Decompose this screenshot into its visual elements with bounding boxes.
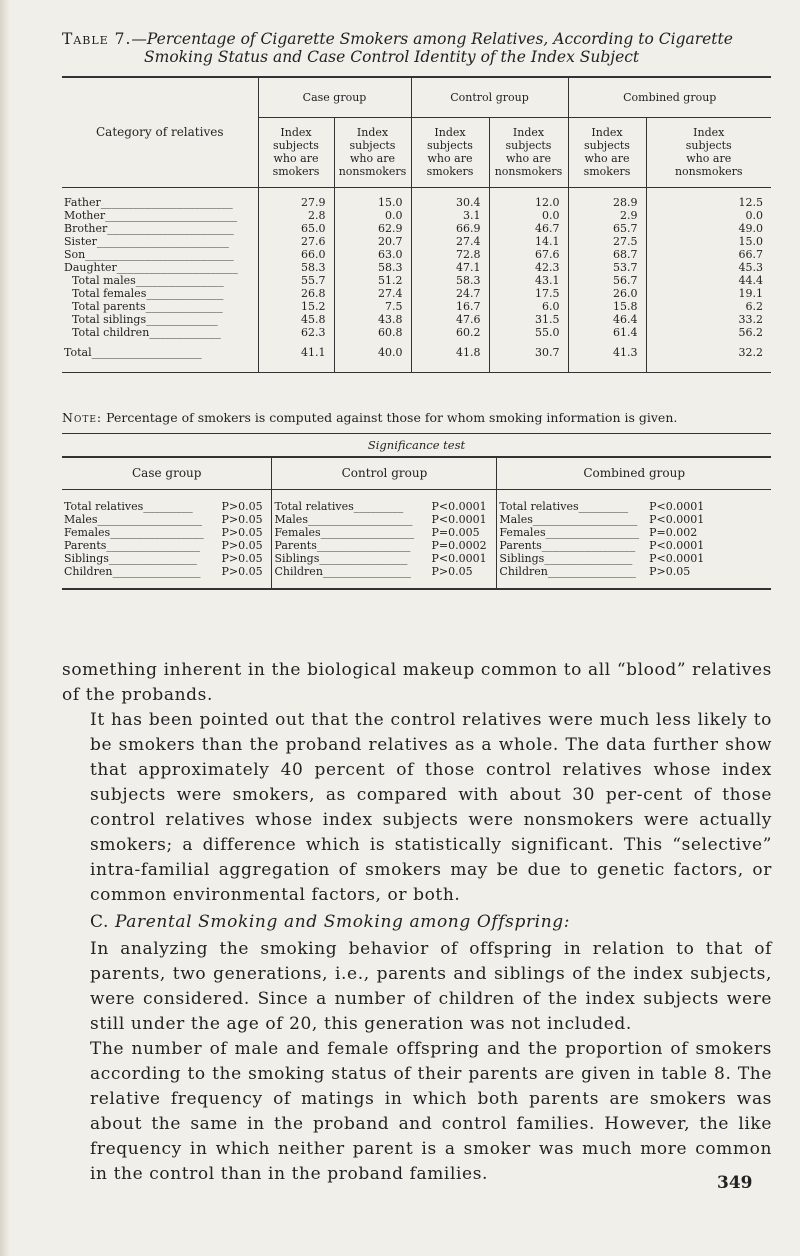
table-cell: 24.7 — [411, 287, 489, 300]
table-cell: 0.0 — [646, 209, 771, 222]
table-cell: 68.7 — [568, 248, 646, 261]
case-group-header: Case group — [258, 77, 411, 117]
leader-dots: ___________________ — [97, 512, 202, 526]
table-cell: 72.8 — [411, 248, 489, 261]
table-cell: 62.3 — [258, 326, 334, 339]
sig-label — [62, 539, 212, 552]
sig-value: P<0.0001 — [649, 512, 705, 526]
table-cell: 66.9 — [411, 222, 489, 235]
sig-combined-header: Combined group — [497, 457, 771, 489]
sig-label-text: Siblings — [64, 551, 109, 565]
leader-dots: ______________________ — [116, 260, 238, 274]
leader-dots: ________________________ — [100, 195, 233, 209]
row-label-text: Mother — [64, 208, 106, 222]
sig-label-text: Females — [274, 525, 321, 539]
sig-row — [62, 552, 771, 565]
row-label — [62, 326, 258, 339]
row-label — [62, 248, 258, 261]
sub-header-word: nonsmokers — [494, 165, 563, 178]
sig-label — [62, 552, 212, 565]
sig-label-text: Children — [499, 564, 548, 578]
table-cell: 28.9 — [568, 187, 646, 209]
sig-label — [497, 526, 639, 539]
sig-row — [62, 489, 771, 513]
sig-value: P<0.0001 — [431, 499, 487, 513]
sub-header-word: subjects — [273, 139, 319, 152]
paragraph-3: In analyzing the smoking behavior of offspring in relation to that of parents, two generations, i.e., parents and siblings of the index subjects, were considered. Since a number of children of the index subjects were still under the age of 20, this generation was not included. — [90, 939, 772, 1034]
table-cell: 30.4 — [411, 187, 489, 209]
table-cell: 60.8 — [334, 326, 411, 339]
table-row — [62, 287, 771, 300]
leader-dots: _________ — [143, 499, 193, 513]
table-cell: 20.7 — [334, 235, 411, 248]
table-row — [62, 248, 771, 261]
significance-table — [62, 456, 771, 590]
table-cell: 0.0 — [489, 209, 568, 222]
row-label-text: Total children — [72, 325, 150, 339]
table-cell: 2.9 — [568, 209, 646, 222]
index-subject-header — [334, 117, 411, 187]
index-subject-header — [411, 117, 489, 187]
sub-header-word: subjects — [427, 139, 473, 152]
table-cell: 43.8 — [334, 313, 411, 326]
section-letter: C. — [90, 912, 110, 932]
total-cell: 40.0 — [334, 339, 411, 373]
row-label — [62, 313, 258, 326]
sub-header-word: who are — [427, 152, 473, 165]
sub-header-word: who are — [584, 152, 630, 165]
paragraph-1: something inherent in the biological makeup common to all “blood” relatives of the probands. — [62, 660, 772, 705]
table-cell: 66.7 — [646, 248, 771, 261]
sub-header-word: who are — [686, 152, 732, 165]
page-edge-shadow — [0, 0, 10, 1256]
row-label — [62, 222, 258, 235]
note-label: Note: — [62, 410, 103, 425]
row-label-text: Total females — [72, 286, 147, 300]
table-row — [62, 274, 771, 287]
table-cell: 62.9 — [334, 222, 411, 235]
sig-label-text: Parents — [499, 538, 542, 552]
sig-label-text: Total relatives — [274, 499, 354, 513]
leader-dots: ________________________ — [105, 208, 238, 222]
sig-value: P>0.05 — [639, 565, 771, 589]
sub-header-word: Index — [693, 126, 725, 139]
sig-row — [62, 565, 771, 589]
sig-value: P<0.0001 — [649, 538, 705, 552]
table-cell: 60.2 — [411, 326, 489, 339]
leader-dots: ________________ — [322, 564, 411, 578]
table-row — [62, 326, 771, 339]
leader-dots: ___________________ — [532, 512, 638, 526]
caption-title-line2: Smoking Status and Case Control Identity of the Index Subject — [144, 48, 640, 66]
sig-row — [62, 526, 771, 539]
total-cell: 41.1 — [258, 339, 334, 373]
table-cell: 66.0 — [258, 248, 334, 261]
row-label — [62, 209, 258, 222]
leader-dots: _________ — [353, 499, 404, 513]
sub-header-word: nonsmokers — [674, 165, 743, 178]
caption-label: Table 7. — [62, 30, 132, 48]
page-number: 349 — [717, 1173, 753, 1193]
sig-row — [62, 539, 771, 552]
sub-header-word: smokers — [272, 165, 320, 178]
sig-value: P>0.05 — [221, 512, 263, 526]
sig-value: P>0.05 — [221, 551, 263, 565]
table-cell: 3.1 — [411, 209, 489, 222]
table-cell: 56.7 — [568, 274, 646, 287]
sig-label — [62, 489, 212, 513]
leader-dots: _______________________ — [107, 221, 234, 235]
leader-dots: _________________ — [541, 538, 636, 552]
table-caption — [62, 30, 762, 66]
table-cell: 45.3 — [646, 261, 771, 274]
row-label-text: Total siblings — [72, 312, 147, 326]
table-row — [62, 300, 771, 313]
sub-header-word: Index — [280, 126, 312, 139]
sig-value: P<0.0001 — [431, 512, 487, 526]
total-cell: 41.8 — [411, 339, 489, 373]
table-cell: 42.3 — [489, 261, 568, 274]
caption-title-line1: —Percentage of Cigarette Smokers among Relatives, According to Cigarette — [131, 30, 733, 48]
leader-dots: ___________________ — [307, 512, 413, 526]
table-row — [62, 222, 771, 235]
sig-label-text: Total relatives — [499, 499, 579, 513]
table-cell: 53.7 — [568, 261, 646, 274]
table-cell: 27.9 — [258, 187, 334, 209]
total-cell: 30.7 — [489, 339, 568, 373]
sig-label-text: Children — [274, 564, 323, 578]
table-cell: 65.7 — [568, 222, 646, 235]
leader-dots: _____________ — [149, 325, 221, 339]
table-cell: 6.2 — [646, 300, 771, 313]
table-cell: 67.6 — [489, 248, 568, 261]
sig-value: P=0.002 — [649, 525, 698, 539]
sig-value: P>0.05 — [221, 525, 263, 539]
table-cell: 47.6 — [411, 313, 489, 326]
row-label-text: Father — [64, 195, 101, 209]
leader-dots: _________________ — [110, 525, 204, 539]
table-cell: 12.5 — [646, 187, 771, 209]
leader-dots: ______________ — [146, 286, 224, 300]
table-cell: 51.2 — [334, 274, 411, 287]
sub-header-word: nonsmokers — [338, 165, 407, 178]
note-text: Percentage of smokers is computed against those for whom smoking information is given. — [106, 410, 678, 425]
table-row — [62, 261, 771, 274]
paragraph-2: It has been pointed out that the control relatives were much less likely to be smokers than the proband relatives as a whole. The data further show that approximately 40 percent of those control relatives whose index subjects were smokers, as compared with about 30 per-cent of those control relatives whose index subjects were nonsmokers were actually smokers; a difference which is statistically significant. This “selective” intra-familial aggregation of smokers may be due to genetic factors, or common environmental factors, or both. — [90, 710, 772, 905]
sig-label — [62, 565, 212, 589]
row-label-text: Sister — [64, 234, 97, 248]
row-label — [62, 187, 258, 209]
table-note — [62, 410, 771, 434]
table-cell: 14.1 — [489, 235, 568, 248]
sub-header-word: who are — [273, 152, 319, 165]
sig-label-text: Parents — [274, 538, 317, 552]
table-cell: 17.5 — [489, 287, 568, 300]
table-cell: 45.8 — [258, 313, 334, 326]
table-cell: 56.2 — [646, 326, 771, 339]
control-group-header: Control group — [411, 77, 568, 117]
sig-value: P<0.0001 — [649, 499, 705, 513]
category-header: Category of relatives — [62, 77, 258, 187]
table-cell: 55.0 — [489, 326, 568, 339]
table-cell: 26.0 — [568, 287, 646, 300]
table-row — [62, 313, 771, 326]
total-label — [62, 339, 258, 373]
table-cell: 2.8 — [258, 209, 334, 222]
sig-value: P=0.0002 — [431, 538, 487, 552]
table-cell: 61.4 — [568, 326, 646, 339]
sig-value: P>0.05 — [221, 499, 263, 513]
table-7 — [62, 76, 771, 373]
sub-header-word: Index — [591, 126, 623, 139]
section-title: Parental Smoking and Smoking among Offspring: — [115, 912, 571, 932]
sig-label — [272, 539, 422, 552]
table-cell: 26.8 — [258, 287, 334, 300]
sig-control-header: Control group — [272, 457, 497, 489]
row-label — [62, 261, 258, 274]
combined-group-header: Combined group — [568, 77, 771, 117]
index-subject-header — [258, 117, 334, 187]
index-subject-header — [568, 117, 646, 187]
table-cell: 46.7 — [489, 222, 568, 235]
sig-label — [497, 552, 639, 565]
sig-label-text: Females — [64, 525, 111, 539]
sub-header-word: who are — [506, 152, 551, 165]
leader-dots: _________________ — [545, 525, 640, 539]
row-label — [62, 235, 258, 248]
sub-header-word: who are — [350, 152, 395, 165]
paragraph-4: The number of male and female offspring and the proportion of smokers according to the smoking status of their parents are given in table 8. The relative frequency of matings in which both parents are smokers was about the same in the proband and control families. However, the like frequency in which neither parent is a smoker was much more common in the control than in the proband families. — [90, 1039, 772, 1184]
sig-label — [497, 513, 639, 526]
total-cell: 32.2 — [646, 339, 771, 373]
significance-title: Significance test — [367, 438, 466, 452]
sig-case-header: Case group — [62, 457, 272, 489]
index-subject-header — [646, 117, 771, 187]
table-cell: 7.5 — [334, 300, 411, 313]
sig-value: P<0.0001 — [649, 551, 705, 565]
sig-value: P>0.05 — [221, 538, 263, 552]
table-cell: 65.0 — [258, 222, 334, 235]
sig-label-text: Males — [499, 512, 533, 526]
row-label-text: Total parents — [72, 299, 146, 313]
sig-label — [497, 539, 639, 552]
index-subject-header — [489, 117, 568, 187]
sig-label — [272, 513, 422, 526]
sig-value: P>0.05 — [422, 565, 497, 589]
table-cell: 33.2 — [646, 313, 771, 326]
sig-value: P<0.0001 — [431, 551, 487, 565]
table-cell: 43.1 — [489, 274, 568, 287]
leader-dots: ________________ — [319, 551, 408, 565]
row-label-text: Total males — [72, 273, 136, 287]
sub-header-word: subjects — [685, 139, 732, 152]
sig-row — [62, 513, 771, 526]
leader-dots: ________________ — [112, 564, 201, 578]
sub-header-word: subjects — [505, 139, 552, 152]
row-label — [62, 287, 258, 300]
table-cell: 27.4 — [411, 235, 489, 248]
sig-label-text: Siblings — [274, 551, 320, 565]
table-cell: 15.2 — [258, 300, 334, 313]
table-row — [62, 187, 771, 209]
sub-header-word: smokers — [426, 165, 474, 178]
leader-dots: _________________ — [316, 538, 411, 552]
table-cell: 15.0 — [334, 187, 411, 209]
sub-header-word: Index — [356, 126, 389, 139]
table-cell: 12.0 — [489, 187, 568, 209]
leader-dots: ________________ — [135, 273, 224, 287]
table-row — [62, 235, 771, 248]
table-cell: 63.0 — [334, 248, 411, 261]
leader-dots: ________________ — [547, 564, 636, 578]
table-cell: 47.1 — [411, 261, 489, 274]
sig-label — [62, 526, 212, 539]
sub-header-word: smokers — [583, 165, 631, 178]
total-cell: 41.3 — [568, 339, 646, 373]
sig-label — [497, 565, 639, 589]
leader-dots: ______________ — [145, 299, 223, 313]
sig-label — [272, 565, 422, 589]
leader-dots: _________________ — [106, 538, 200, 552]
table-cell: 46.4 — [568, 313, 646, 326]
sig-label-text: Siblings — [499, 551, 545, 565]
row-label — [62, 300, 258, 313]
leader-dots: _________________ — [320, 525, 415, 539]
sig-label-text: Males — [64, 512, 98, 526]
sig-label — [62, 513, 212, 526]
leader-dots: ________________ — [544, 551, 633, 565]
sig-label — [272, 526, 422, 539]
sig-value: P>0.05 — [212, 565, 272, 589]
leader-dots: _____________ — [146, 312, 218, 326]
leader-dots: ________________________ — [96, 234, 229, 248]
table-cell: 58.3 — [411, 274, 489, 287]
sig-label — [272, 489, 422, 513]
table-cell: 27.5 — [568, 235, 646, 248]
total-row — [62, 339, 771, 373]
table-cell: 58.3 — [258, 261, 334, 274]
leader-dots: ________________ — [108, 551, 197, 565]
table-cell: 55.7 — [258, 274, 334, 287]
table-cell: 15.0 — [646, 235, 771, 248]
row-label-text: Son — [64, 247, 86, 261]
sig-label — [497, 489, 639, 513]
table-cell: 27.4 — [334, 287, 411, 300]
sig-label-text: Females — [499, 525, 546, 539]
table-cell: 16.7 — [411, 300, 489, 313]
table-cell: 6.0 — [489, 300, 568, 313]
sig-label-text: Males — [274, 512, 308, 526]
row-label-text: Daughter — [64, 260, 117, 274]
table-row — [62, 209, 771, 222]
body-text — [62, 658, 772, 1187]
table-cell: 44.4 — [646, 274, 771, 287]
leader-dots: _________ — [578, 499, 629, 513]
sub-header-word: Index — [512, 126, 545, 139]
sig-value: P=0.005 — [431, 525, 480, 539]
table-cell: 27.6 — [258, 235, 334, 248]
sig-label-text: Children — [64, 564, 113, 578]
sig-label-text: Total relatives — [64, 499, 144, 513]
row-label — [62, 274, 258, 287]
table-cell: 58.3 — [334, 261, 411, 274]
sig-label — [272, 552, 422, 565]
table-cell: 49.0 — [646, 222, 771, 235]
sub-header-word: subjects — [584, 139, 630, 152]
sig-label-text: Parents — [64, 538, 107, 552]
table-cell: 19.1 — [646, 287, 771, 300]
leader-dots: ___________________________ — [85, 247, 234, 261]
row-label-text: Brother — [64, 221, 108, 235]
leader-dots: ____________________ — [91, 345, 202, 359]
sub-header-word: Index — [434, 126, 466, 139]
table-cell: 0.0 — [334, 209, 411, 222]
table-cell: 31.5 — [489, 313, 568, 326]
total-label-text: Total — [64, 345, 92, 359]
table-cell: 15.8 — [568, 300, 646, 313]
section-heading — [62, 910, 772, 935]
sub-header-word: subjects — [349, 139, 396, 152]
